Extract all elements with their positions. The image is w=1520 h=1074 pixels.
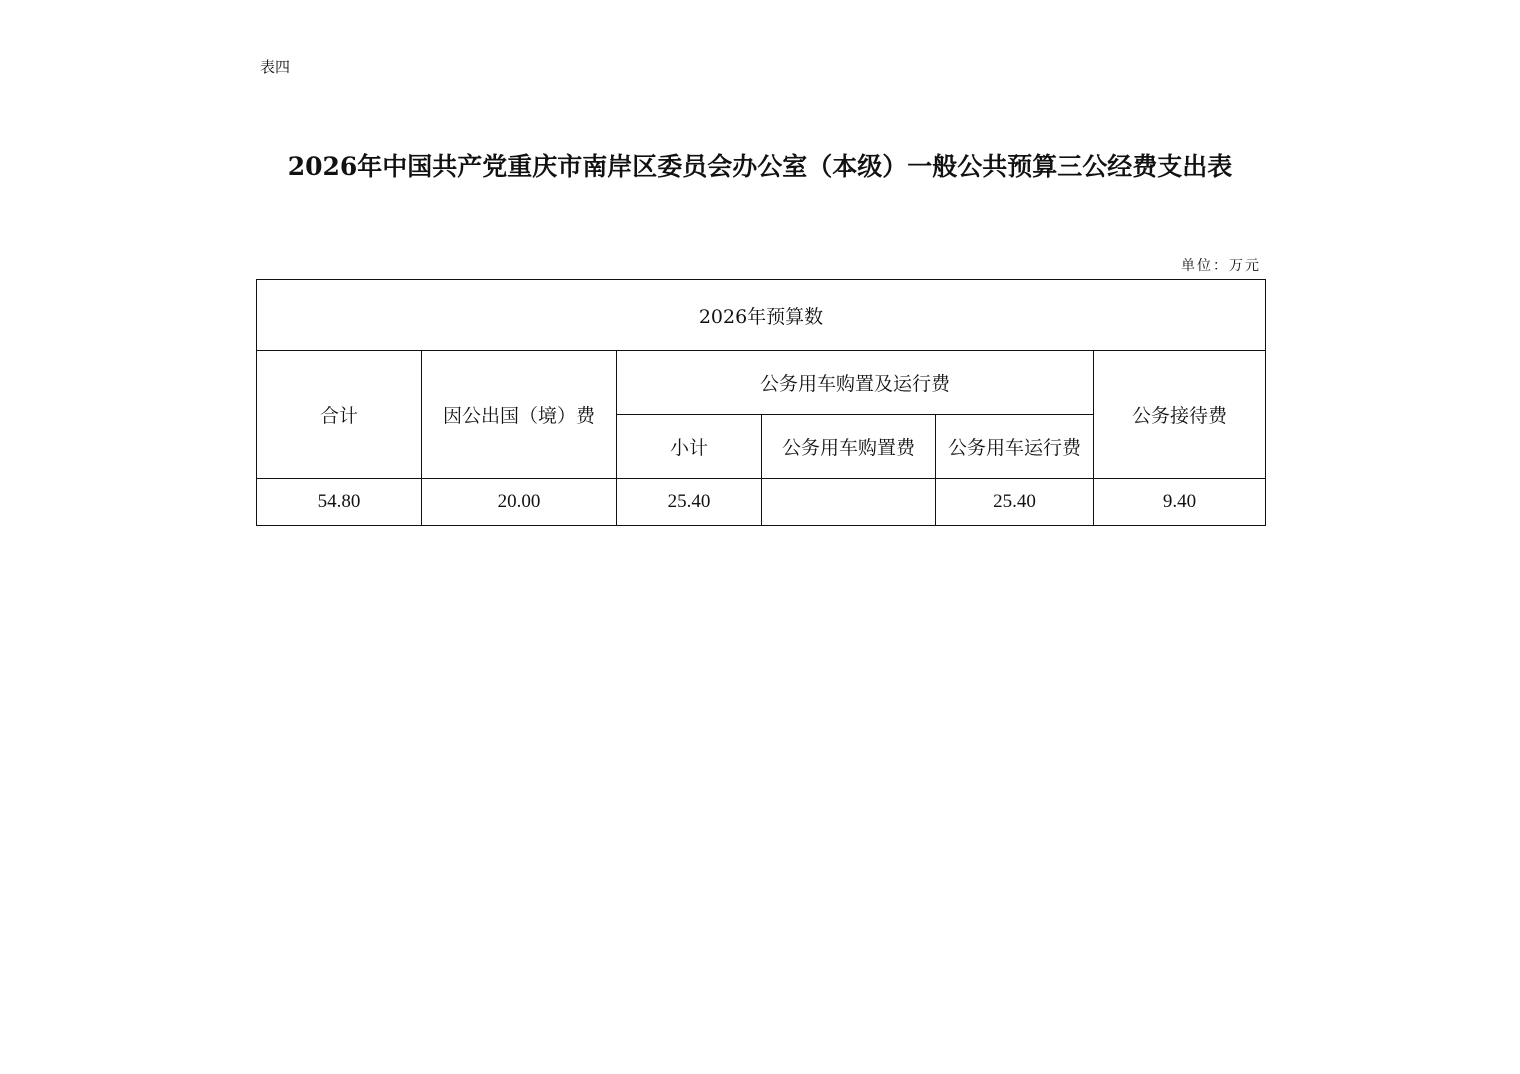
cell-vehicle-purchase	[762, 479, 936, 526]
table-header-row	[257, 351, 1266, 415]
group-header-cell: 2026年预算数	[257, 280, 1266, 351]
header-vehicle-group: 公务用车购置及运行费	[617, 351, 1094, 415]
header-reception: 公务接待费	[1094, 351, 1266, 479]
header-vehicle-purchase: 公务用车购置费	[762, 415, 936, 479]
cell-vehicle-operation: 25.40	[936, 479, 1094, 526]
header-vehicle-subtotal: 小计	[617, 415, 762, 479]
header-overseas: 因公出国（境）费	[422, 351, 617, 479]
table-label: 表四	[260, 58, 291, 76]
table-row	[257, 479, 1266, 526]
budget-table	[256, 279, 1266, 526]
document-title: 2026年中国共产党重庆市南岸区委员会办公室（本级）一般公共预算三公经费支出表	[287, 152, 1233, 181]
cell-reception: 9.40	[1094, 479, 1266, 526]
cell-overseas: 20.00	[422, 479, 617, 526]
header-vehicle-operation: 公务用车运行费	[936, 415, 1094, 479]
header-total: 合计	[257, 351, 422, 479]
unit-label: 单位：万元	[1181, 258, 1261, 274]
cell-total: 54.80	[257, 479, 422, 526]
cell-vehicle-subtotal: 25.40	[617, 479, 762, 526]
table-group-header-row	[257, 280, 1266, 351]
